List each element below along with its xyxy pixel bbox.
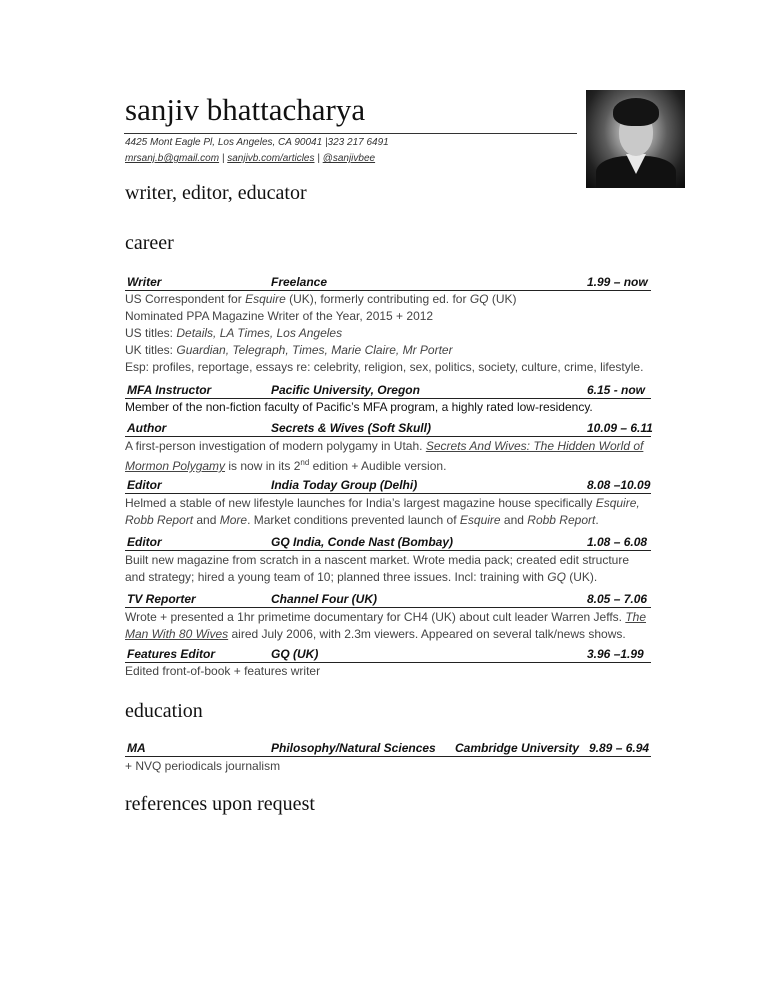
email-link[interactable]: mrsanj.b@gmail.com	[125, 153, 220, 164]
text: Esquire	[245, 292, 286, 306]
separator: |	[221, 153, 225, 164]
text: Robb Report	[527, 513, 596, 527]
text: US Correspondent for	[125, 292, 246, 306]
dates: 8.08 –10.09	[587, 478, 651, 492]
entry-line: Edited front-of-book + features writer	[125, 664, 321, 678]
website-link[interactable]: sanjivb.com/articles	[227, 153, 315, 164]
text: .	[595, 513, 599, 527]
section-heading-education: education	[125, 700, 203, 722]
dates: 3.96 –1.99	[587, 647, 644, 661]
entry-line: Member of the non-fiction faculty of Pacific’s MFA program, a highly rated low-residency.	[125, 400, 593, 414]
organization: GQ India, Conde Nast (Bombay)	[271, 535, 454, 549]
contact-line	[125, 153, 375, 164]
entry-line: Built new magazine from scratch in a nascent market. Wrote media pack; created edit structure	[125, 553, 629, 567]
career-entry-header	[125, 478, 651, 494]
text: Nominated PPA Magazine Writer of the Year, 2015 + 2012	[125, 309, 434, 323]
dates: 6.15 - now	[587, 383, 646, 397]
entry-line	[125, 495, 640, 511]
documentary-title: The	[625, 610, 647, 624]
entry-line	[125, 342, 453, 358]
text: (UK)	[488, 292, 517, 306]
text: GQ	[469, 292, 489, 306]
text: Helmed a stable of new lifestyle launches for India’s largest magazine house specifically	[125, 496, 596, 510]
text: edition + Audible version.	[309, 459, 447, 473]
role: Editor	[127, 535, 162, 549]
text: . Market conditions prevented launch of	[247, 513, 460, 527]
entry-line	[125, 609, 646, 625]
organization: Channel Four (UK)	[271, 592, 377, 606]
role: MFA Instructor	[127, 383, 212, 397]
entry-line	[125, 438, 643, 454]
career-entry-header	[125, 383, 651, 399]
documentary-title: Man With 80 Wives	[125, 627, 229, 641]
entry-line	[125, 291, 516, 307]
book-title: Secrets And Wives: The Hidden World of	[425, 439, 644, 453]
profile-photo	[586, 90, 685, 188]
text: More	[219, 513, 248, 527]
career-entry-header	[125, 592, 651, 608]
tagline: writer, editor, educator	[125, 182, 307, 204]
subject: Philosophy/Natural Sciences	[271, 741, 436, 755]
photo-hair	[613, 98, 659, 126]
career-entry-header	[125, 421, 651, 437]
dates: 8.05 – 7.06	[587, 592, 648, 606]
role: Editor	[127, 478, 162, 492]
entry-line	[125, 626, 626, 642]
role: TV Reporter	[127, 592, 196, 606]
entry-line	[125, 359, 643, 375]
text: (UK), formerly contributing ed. for	[285, 292, 470, 306]
entry-line	[125, 308, 433, 324]
text: UK titles:	[125, 343, 177, 357]
text: Details, LA Times, Los Angeles	[176, 326, 343, 340]
text: GQ	[547, 570, 566, 584]
text: Wrote + presented a 1hr primetime documentary for CH4 (UK) about cult leader Warren Jeffs.	[125, 610, 626, 624]
organization: GQ (UK)	[271, 647, 319, 661]
text: US titles:	[125, 326, 177, 340]
role: Features Editor	[127, 647, 216, 661]
organization: Pacific University, Oregon	[271, 383, 420, 397]
text: and strategy; hired a young team of 10; planned three issues. Incl: training with	[125, 570, 548, 584]
text: Esquire	[459, 513, 501, 527]
text: Robb Report	[125, 513, 194, 527]
role: Writer	[127, 275, 162, 289]
text: Guardian, Telegraph, Times, Marie Claire, Mr Porter	[176, 343, 453, 357]
dates: 1.99 – now	[587, 275, 648, 289]
separator: |	[317, 153, 320, 164]
entry-line	[125, 325, 342, 341]
superscript: nd	[300, 458, 310, 467]
education-entry-header	[125, 741, 651, 757]
entry-line	[125, 512, 599, 528]
text: A first-person investigation of modern polygamy in Utah.	[125, 439, 426, 453]
entry-line	[125, 569, 597, 585]
name-divider	[124, 133, 577, 134]
career-entry-header	[125, 275, 651, 291]
entry-line	[125, 455, 446, 474]
twitter-link[interactable]: @sanjivbee	[322, 153, 376, 164]
career-entry-header	[125, 647, 651, 663]
text: (UK).	[565, 570, 598, 584]
text: and	[500, 513, 528, 527]
text: aired July 2006, with 2.3m viewers. Appeared on several talk/news shows.	[228, 627, 626, 641]
organization: Secrets & Wives (Soft Skull)	[271, 421, 431, 435]
address-line: 4425 Mont Eagle Pl, Los Angeles, CA 90041 |323 217 6491	[125, 137, 389, 148]
resume-name: sanjiv bhattacharya	[125, 92, 366, 127]
section-heading-references: references upon request	[125, 793, 315, 815]
dates: 10.09 – 6.11	[587, 421, 653, 435]
dates: 1.08 – 6.08	[587, 535, 648, 549]
text: is now in its 2	[225, 459, 301, 473]
organization: Freelance	[271, 275, 328, 289]
text: and	[193, 513, 220, 527]
career-entry-header	[125, 535, 651, 551]
role: Author	[127, 421, 167, 435]
text: Esquire,	[595, 496, 640, 510]
dates: 9.89 – 6.94	[589, 741, 650, 755]
entry-line: + NVQ periodicals journalism	[125, 759, 281, 773]
text: Esp: profiles, reportage, essays re: celebrity, religion, sex, politics, society, culture, crime, lifestyle.	[125, 360, 644, 374]
degree: MA	[127, 741, 146, 755]
school: Cambridge University	[455, 741, 580, 755]
organization: India Today Group (Delhi)	[271, 478, 418, 492]
section-heading-career: career	[125, 232, 174, 254]
book-title: Mormon Polygamy	[125, 459, 226, 473]
